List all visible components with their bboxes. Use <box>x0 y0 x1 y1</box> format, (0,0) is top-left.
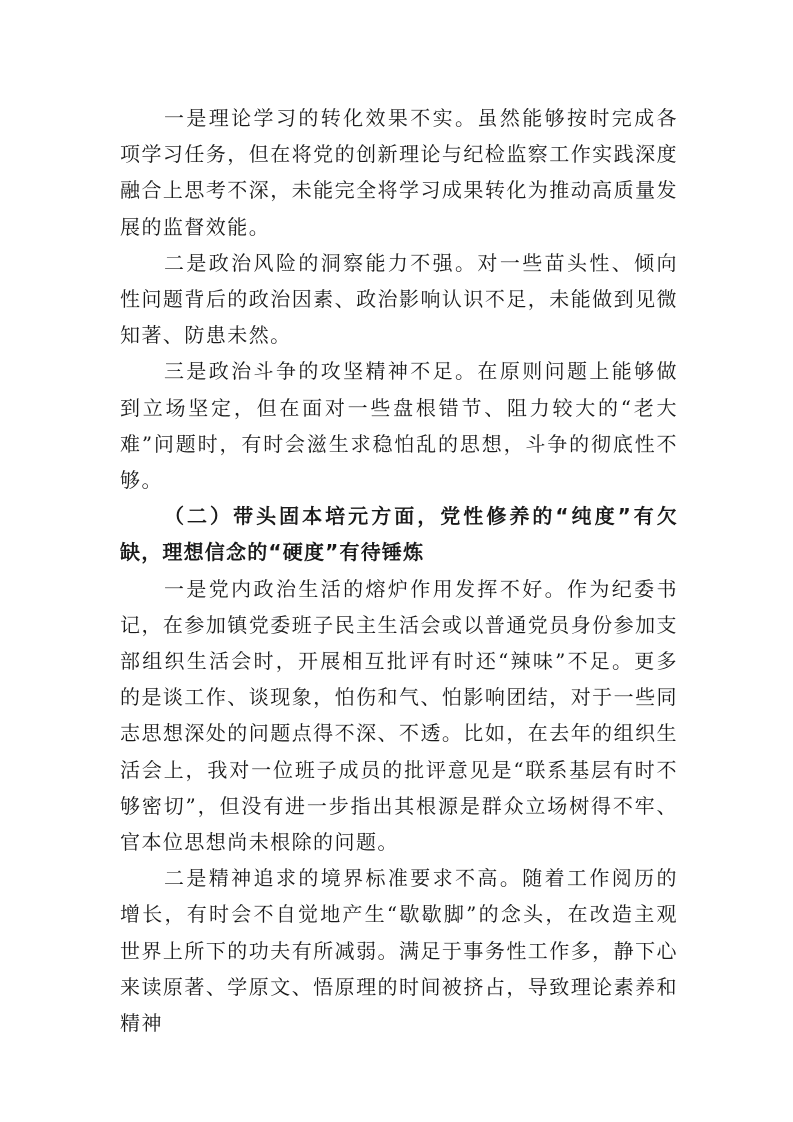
paragraph-spiritual-pursuit: 二是精神追求的境界标准要求不高。随着工作阅历的增长，有时会不自觉地产生“歇歇脚”的念头，在改造主观世界上所下的功夫有所减弱。满足于事务性工作多，静下心来读原著、学原文、悟原理的时间被挤占，导致理论素养和精神 <box>120 866 678 1036</box>
document-body <box>120 100 678 1041</box>
paragraph-theory-study: 一是理论学习的转化效果不实。虽然能够按时完成各项学习任务，但在将党的创新理论与纪检监察工作实践深度融合上思考不深，未能完全将学习成果转化为推动高质量发展的监督效能。 <box>120 106 678 239</box>
paragraph-party-life: 一是党内政治生活的熔炉作用发挥不好。作为纪委书记，在参加镇党委班子民主生活会或以普通党员身份参加支部组织生活会时，开展相互批评有时还“辣味”不足。更多的是谈工作、谈现象，怕伤和气、怕影响团结，对于一些同志思想深处的问题点得不深、不透。比如，在去年的组织生活会上，我对一位班子成员的批评意见是“联系基层有时不够密切”，但没有进一步指出其根源是群众立场树得不牢、官本位思想尚未根除的问题。 <box>120 576 678 855</box>
section-heading: （二）带头固本培元方面，党性修养的“纯度”有欠缺，理想信念的“硬度”有待锤炼 <box>120 504 678 565</box>
paragraph-political-risk: 二是政治风险的洞察能力不强。对一些苗头性、倾向性问题背后的政治因素、政治影响认识不足，未能做到见微知著、防患未然。 <box>120 250 678 348</box>
paragraph-political-struggle: 三是政治斗争的攻坚精神不足。在原则问题上能够做到立场坚定，但在面对一些盘根错节、阻力较大的“老大难”问题时，有时会滋生求稳怕乱的思想，斗争的彻底性不够。 <box>120 359 678 493</box>
